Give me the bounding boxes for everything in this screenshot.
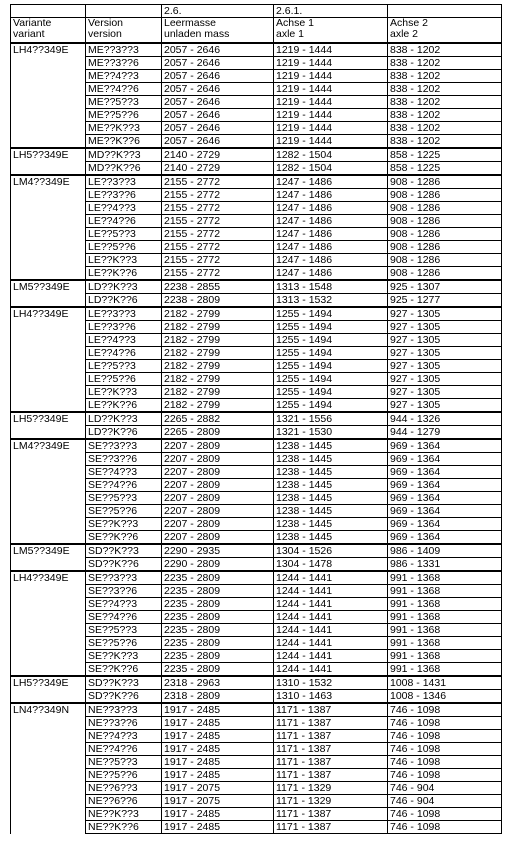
- axle2-cell: 838 - 1202: [388, 83, 502, 96]
- table-row: [11, 703, 502, 717]
- unladen-mass-cell: 2235 - 2809: [162, 624, 274, 637]
- axle1-cell: 1255 - 1494: [274, 334, 388, 347]
- version-cell: NE??6??6: [86, 795, 162, 808]
- version-cell: LE??3??6: [86, 321, 162, 334]
- version-cell: SE??3??3: [86, 439, 162, 453]
- version-cell: SE??K??6: [86, 531, 162, 545]
- axle1-cell: 1247 - 1486: [274, 189, 388, 202]
- header-section-axle: 2.6.1.: [274, 5, 388, 18]
- axle1-cell: 1238 - 1445: [274, 492, 388, 505]
- version-cell: SD??K??6: [86, 558, 162, 572]
- version-cell: NE??5??6: [86, 769, 162, 782]
- vehicle-mass-table: [10, 4, 502, 834]
- axle2-cell: 969 - 1364: [388, 492, 502, 505]
- axle2-cell: 1008 - 1431: [388, 676, 502, 690]
- axle2-cell: 746 - 1098: [388, 821, 502, 834]
- header-empty-cell: [86, 5, 162, 18]
- axle1-cell: 1171 - 1329: [274, 782, 388, 795]
- axle1-cell: 1247 - 1486: [274, 228, 388, 241]
- variant-cell: LM4??349E: [11, 175, 86, 280]
- unladen-mass-cell: 2155 - 2772: [162, 189, 274, 202]
- axle1-cell: 1247 - 1486: [274, 215, 388, 228]
- unladen-mass-cell: 2265 - 2809: [162, 426, 274, 440]
- unladen-mass-cell: 2155 - 2772: [162, 215, 274, 228]
- version-cell: SE??5??6: [86, 637, 162, 650]
- axle1-cell: 1171 - 1387: [274, 808, 388, 821]
- table-row: [11, 43, 502, 57]
- axle2-cell: 927 - 1305: [388, 399, 502, 413]
- axle2-cell: 944 - 1279: [388, 426, 502, 440]
- unladen-mass-cell: 2235 - 2809: [162, 637, 274, 650]
- axle1-cell: 1247 - 1486: [274, 241, 388, 254]
- version-cell: SE??4??3: [86, 466, 162, 479]
- unladen-mass-cell: 2207 - 2809: [162, 492, 274, 505]
- axle2-cell: 991 - 1368: [388, 637, 502, 650]
- unladen-mass-cell: 2155 - 2772: [162, 254, 274, 267]
- axle2-cell: 838 - 1202: [388, 135, 502, 149]
- axle2-cell: 908 - 1286: [388, 267, 502, 281]
- axle1-cell: 1255 - 1494: [274, 321, 388, 334]
- header-axle2-de: Achse 2: [390, 17, 428, 29]
- axle2-cell: 925 - 1307: [388, 280, 502, 294]
- version-cell: ME??3??3: [86, 43, 162, 57]
- version-cell: ME??K??6: [86, 135, 162, 149]
- axle1-cell: 1310 - 1463: [274, 690, 388, 704]
- version-cell: ME??4??6: [86, 83, 162, 96]
- axle1-cell: 1313 - 1548: [274, 280, 388, 294]
- axle2-cell: 908 - 1286: [388, 215, 502, 228]
- unladen-mass-cell: 2057 - 2646: [162, 96, 274, 109]
- unladen-mass-cell: 1917 - 2485: [162, 743, 274, 756]
- header-section-row: [11, 5, 502, 18]
- axle2-cell: 969 - 1364: [388, 466, 502, 479]
- axle1-cell: 1255 - 1494: [274, 386, 388, 399]
- axle2-cell: 746 - 904: [388, 782, 502, 795]
- header-empty-cell: [11, 5, 86, 18]
- header-axle1-en: axle 1: [276, 28, 305, 40]
- axle1-cell: 1244 - 1441: [274, 650, 388, 663]
- axle2-cell: 991 - 1368: [388, 650, 502, 663]
- version-cell: ME??5??3: [86, 96, 162, 109]
- version-cell: LE??5??6: [86, 241, 162, 254]
- axle2-cell: 746 - 1098: [388, 730, 502, 743]
- unladen-mass-cell: 2318 - 2809: [162, 690, 274, 704]
- unladen-mass-cell: 2182 - 2799: [162, 373, 274, 386]
- unladen-mass-cell: 2182 - 2799: [162, 386, 274, 399]
- unladen-mass-cell: 2182 - 2799: [162, 334, 274, 347]
- axle2-cell: 746 - 1098: [388, 808, 502, 821]
- axle1-cell: 1304 - 1526: [274, 544, 388, 558]
- version-cell: LE??4??6: [86, 215, 162, 228]
- unladen-mass-cell: 2290 - 2935: [162, 544, 274, 558]
- version-cell: ME??K??3: [86, 122, 162, 135]
- header-version-en: version: [88, 28, 122, 40]
- unladen-mass-cell: 2057 - 2646: [162, 43, 274, 57]
- axle2-cell: 746 - 1098: [388, 769, 502, 782]
- axle2-cell: 908 - 1286: [388, 202, 502, 215]
- version-cell: LE??3??6: [86, 189, 162, 202]
- version-cell: LE??3??3: [86, 175, 162, 189]
- version-cell: ME??5??6: [86, 109, 162, 122]
- axle2-cell: 838 - 1202: [388, 122, 502, 135]
- version-cell: SE??K??3: [86, 650, 162, 663]
- unladen-mass-cell: 2155 - 2772: [162, 175, 274, 189]
- axle2-cell: 838 - 1202: [388, 70, 502, 83]
- axle1-cell: 1244 - 1441: [274, 663, 388, 677]
- version-cell: LE??K??6: [86, 399, 162, 413]
- axle1-cell: 1238 - 1445: [274, 479, 388, 492]
- axle2-cell: 927 - 1305: [388, 347, 502, 360]
- axle2-cell: 991 - 1368: [388, 598, 502, 611]
- version-cell: LE??5??3: [86, 228, 162, 241]
- version-cell: MD??K??6: [86, 162, 162, 176]
- axle1-cell: 1171 - 1387: [274, 769, 388, 782]
- unladen-mass-cell: 2057 - 2646: [162, 109, 274, 122]
- unladen-mass-cell: 2265 - 2882: [162, 412, 274, 426]
- axle2-cell: 969 - 1364: [388, 453, 502, 466]
- version-cell: SE??K??6: [86, 663, 162, 677]
- variant-cell: LH4??349E: [11, 307, 86, 412]
- axle1-cell: 1238 - 1445: [274, 505, 388, 518]
- unladen-mass-cell: 2235 - 2809: [162, 571, 274, 585]
- axle2-cell: 838 - 1202: [388, 43, 502, 57]
- axle1-cell: 1238 - 1445: [274, 439, 388, 453]
- variant-cell: LH4??349E: [11, 43, 86, 148]
- axle2-cell: 838 - 1202: [388, 96, 502, 109]
- header-version: [86, 18, 162, 44]
- unladen-mass-cell: 2290 - 2809: [162, 558, 274, 572]
- version-cell: NE??4??3: [86, 730, 162, 743]
- version-cell: SE??5??3: [86, 492, 162, 505]
- unladen-mass-cell: 1917 - 2485: [162, 717, 274, 730]
- table-row: [11, 175, 502, 189]
- version-cell: SD??K??3: [86, 676, 162, 690]
- axle2-cell: 746 - 1098: [388, 743, 502, 756]
- unladen-mass-cell: 2182 - 2799: [162, 321, 274, 334]
- axle2-cell: 925 - 1277: [388, 294, 502, 308]
- axle2-cell: 969 - 1364: [388, 479, 502, 492]
- version-cell: LE??5??3: [86, 360, 162, 373]
- axle1-cell: 1255 - 1494: [274, 347, 388, 360]
- axle1-cell: 1219 - 1444: [274, 135, 388, 149]
- unladen-mass-cell: 2182 - 2799: [162, 347, 274, 360]
- unladen-mass-cell: 2057 - 2646: [162, 57, 274, 70]
- axle1-cell: 1282 - 1504: [274, 148, 388, 162]
- axle1-cell: 1255 - 1494: [274, 399, 388, 413]
- unladen-mass-cell: 2140 - 2729: [162, 148, 274, 162]
- variant-cell: LH4??349E: [11, 571, 86, 676]
- unladen-mass-cell: 2182 - 2799: [162, 360, 274, 373]
- header-mass-en: unladen mass: [164, 28, 230, 40]
- header-variant-en: variant: [13, 28, 45, 40]
- version-cell: LD??K??3: [86, 412, 162, 426]
- axle1-cell: 1282 - 1504: [274, 162, 388, 176]
- axle2-cell: 746 - 1098: [388, 703, 502, 717]
- axle2-cell: 858 - 1225: [388, 162, 502, 176]
- variant-cell: LH5??349E: [11, 676, 86, 703]
- unladen-mass-cell: 2057 - 2646: [162, 122, 274, 135]
- table-row: [11, 571, 502, 585]
- version-cell: SD??K??6: [86, 690, 162, 704]
- version-cell: LE??4??3: [86, 334, 162, 347]
- header-axle1-de: Achse 1: [276, 17, 314, 29]
- axle2-cell: 969 - 1364: [388, 505, 502, 518]
- axle2-cell: 908 - 1286: [388, 254, 502, 267]
- axle1-cell: 1321 - 1530: [274, 426, 388, 440]
- axle2-cell: 969 - 1364: [388, 439, 502, 453]
- axle1-cell: 1244 - 1441: [274, 637, 388, 650]
- header-mass-de: Leermasse: [164, 17, 216, 29]
- axle1-cell: 1238 - 1445: [274, 453, 388, 466]
- axle1-cell: 1244 - 1441: [274, 598, 388, 611]
- axle1-cell: 1313 - 1532: [274, 294, 388, 308]
- version-cell: LE??K??3: [86, 386, 162, 399]
- unladen-mass-cell: 2057 - 2646: [162, 83, 274, 96]
- header-empty-cell: [388, 5, 502, 18]
- axle2-cell: 991 - 1368: [388, 611, 502, 624]
- axle2-cell: 991 - 1368: [388, 624, 502, 637]
- axle1-cell: 1171 - 1387: [274, 703, 388, 717]
- axle2-cell: 908 - 1286: [388, 189, 502, 202]
- axle1-cell: 1219 - 1444: [274, 57, 388, 70]
- axle2-cell: 746 - 1098: [388, 717, 502, 730]
- version-cell: ME??4??3: [86, 70, 162, 83]
- unladen-mass-cell: 1917 - 2485: [162, 703, 274, 717]
- table-row: [11, 148, 502, 162]
- unladen-mass-cell: 2207 - 2809: [162, 453, 274, 466]
- unladen-mass-cell: 2235 - 2809: [162, 598, 274, 611]
- variant-cell: LH5??349E: [11, 148, 86, 175]
- unladen-mass-cell: 2182 - 2799: [162, 399, 274, 413]
- version-cell: SE??K??3: [86, 518, 162, 531]
- table-row: [11, 544, 502, 558]
- axle2-cell: 986 - 1409: [388, 544, 502, 558]
- axle1-cell: 1238 - 1445: [274, 466, 388, 479]
- table-row: [11, 676, 502, 690]
- axle2-cell: 908 - 1286: [388, 228, 502, 241]
- unladen-mass-cell: 2057 - 2646: [162, 135, 274, 149]
- variant-cell: LM5??349E: [11, 544, 86, 571]
- unladen-mass-cell: 1917 - 2485: [162, 730, 274, 743]
- unladen-mass-cell: 2207 - 2809: [162, 439, 274, 453]
- axle1-cell: 1171 - 1329: [274, 795, 388, 808]
- version-cell: MD??K??3: [86, 148, 162, 162]
- unladen-mass-cell: 2207 - 2809: [162, 466, 274, 479]
- axle1-cell: 1310 - 1532: [274, 676, 388, 690]
- unladen-mass-cell: 2155 - 2772: [162, 267, 274, 281]
- unladen-mass-cell: 2207 - 2809: [162, 531, 274, 545]
- unladen-mass-cell: 2235 - 2809: [162, 663, 274, 677]
- axle2-cell: 927 - 1305: [388, 334, 502, 347]
- version-cell: SE??4??6: [86, 479, 162, 492]
- axle1-cell: 1247 - 1486: [274, 254, 388, 267]
- version-cell: SE??3??3: [86, 571, 162, 585]
- unladen-mass-cell: 1917 - 2075: [162, 795, 274, 808]
- version-cell: NE??3??6: [86, 717, 162, 730]
- axle1-cell: 1321 - 1556: [274, 412, 388, 426]
- variant-cell: LH5??349E: [11, 412, 86, 439]
- version-cell: SD??K??3: [86, 544, 162, 558]
- axle1-cell: 1244 - 1441: [274, 585, 388, 598]
- version-cell: LE??3??3: [86, 307, 162, 321]
- unladen-mass-cell: 2207 - 2809: [162, 479, 274, 492]
- unladen-mass-cell: 1917 - 2075: [162, 782, 274, 795]
- axle2-cell: 927 - 1305: [388, 307, 502, 321]
- axle2-cell: 1008 - 1346: [388, 690, 502, 704]
- header-variant-de: Variante: [13, 17, 52, 29]
- header-mass: [162, 18, 274, 44]
- unladen-mass-cell: 2235 - 2809: [162, 650, 274, 663]
- version-cell: SE??3??6: [86, 453, 162, 466]
- version-cell: LE??K??6: [86, 267, 162, 281]
- version-cell: SE??3??6: [86, 585, 162, 598]
- table-row: [11, 439, 502, 453]
- axle1-cell: 1171 - 1387: [274, 821, 388, 834]
- axle2-cell: 991 - 1368: [388, 571, 502, 585]
- version-cell: LD??K??6: [86, 294, 162, 308]
- unladen-mass-cell: 2155 - 2772: [162, 241, 274, 254]
- table-row: [11, 280, 502, 294]
- version-cell: SE??4??6: [86, 611, 162, 624]
- axle1-cell: 1219 - 1444: [274, 122, 388, 135]
- axle2-cell: 858 - 1225: [388, 148, 502, 162]
- axle2-cell: 927 - 1305: [388, 321, 502, 334]
- axle2-cell: 746 - 1098: [388, 756, 502, 769]
- axle1-cell: 1171 - 1387: [274, 743, 388, 756]
- axle2-cell: 969 - 1364: [388, 518, 502, 531]
- header-section-mass: 2.6.: [162, 5, 274, 18]
- variant-cell: LM5??349E: [11, 280, 86, 307]
- axle2-cell: 746 - 904: [388, 795, 502, 808]
- unladen-mass-cell: 2057 - 2646: [162, 70, 274, 83]
- axle1-cell: 1247 - 1486: [274, 202, 388, 215]
- axle1-cell: 1255 - 1494: [274, 360, 388, 373]
- unladen-mass-cell: 2155 - 2772: [162, 202, 274, 215]
- version-cell: LD??K??6: [86, 426, 162, 440]
- version-cell: LE??4??6: [86, 347, 162, 360]
- version-cell: NE??K??6: [86, 821, 162, 834]
- axle2-cell: 908 - 1286: [388, 241, 502, 254]
- version-cell: NE??3??3: [86, 703, 162, 717]
- version-cell: NE??K??3: [86, 808, 162, 821]
- axle1-cell: 1219 - 1444: [274, 43, 388, 57]
- axle1-cell: 1255 - 1494: [274, 307, 388, 321]
- axle2-cell: 969 - 1364: [388, 531, 502, 545]
- axle2-cell: 986 - 1331: [388, 558, 502, 572]
- axle2-cell: 991 - 1368: [388, 585, 502, 598]
- axle1-cell: 1219 - 1444: [274, 70, 388, 83]
- axle1-cell: 1238 - 1445: [274, 518, 388, 531]
- unladen-mass-cell: 2235 - 2809: [162, 611, 274, 624]
- axle1-cell: 1219 - 1444: [274, 109, 388, 122]
- axle1-cell: 1304 - 1478: [274, 558, 388, 572]
- axle1-cell: 1255 - 1494: [274, 373, 388, 386]
- variant-cell: LM4??349E: [11, 439, 86, 544]
- axle2-cell: 927 - 1305: [388, 386, 502, 399]
- axle1-cell: 1219 - 1444: [274, 83, 388, 96]
- version-cell: LE??5??6: [86, 373, 162, 386]
- table-row: [11, 307, 502, 321]
- axle2-cell: 944 - 1326: [388, 412, 502, 426]
- axle1-cell: 1171 - 1387: [274, 717, 388, 730]
- axle2-cell: 838 - 1202: [388, 57, 502, 70]
- axle1-cell: 1171 - 1387: [274, 756, 388, 769]
- header-label-row: [11, 18, 502, 44]
- unladen-mass-cell: 2155 - 2772: [162, 228, 274, 241]
- unladen-mass-cell: 2182 - 2799: [162, 307, 274, 321]
- version-cell: LD??K??3: [86, 280, 162, 294]
- header-variant: [11, 18, 86, 44]
- version-cell: NE??4??6: [86, 743, 162, 756]
- axle2-cell: 991 - 1368: [388, 663, 502, 677]
- version-cell: SE??5??6: [86, 505, 162, 518]
- unladen-mass-cell: 2238 - 2809: [162, 294, 274, 308]
- unladen-mass-cell: 2238 - 2855: [162, 280, 274, 294]
- unladen-mass-cell: 2140 - 2729: [162, 162, 274, 176]
- version-cell: NE??5??3: [86, 756, 162, 769]
- version-cell: ME??3??6: [86, 57, 162, 70]
- version-cell: SE??4??3: [86, 598, 162, 611]
- axle2-cell: 927 - 1305: [388, 360, 502, 373]
- header-axle1: [274, 18, 388, 44]
- unladen-mass-cell: 1917 - 2485: [162, 821, 274, 834]
- unladen-mass-cell: 2235 - 2809: [162, 585, 274, 598]
- axle1-cell: 1244 - 1441: [274, 611, 388, 624]
- axle2-cell: 838 - 1202: [388, 109, 502, 122]
- axle1-cell: 1238 - 1445: [274, 531, 388, 545]
- header-axle2: [388, 18, 502, 44]
- unladen-mass-cell: 2318 - 2963: [162, 676, 274, 690]
- version-cell: LE??K??3: [86, 254, 162, 267]
- axle1-cell: 1171 - 1387: [274, 730, 388, 743]
- unladen-mass-cell: 2207 - 2809: [162, 505, 274, 518]
- axle1-cell: 1219 - 1444: [274, 96, 388, 109]
- axle2-cell: 908 - 1286: [388, 175, 502, 189]
- header-axle2-en: axle 2: [390, 28, 419, 40]
- unladen-mass-cell: 2207 - 2809: [162, 518, 274, 531]
- table-row: [11, 412, 502, 426]
- unladen-mass-cell: 1917 - 2485: [162, 808, 274, 821]
- axle1-cell: 1244 - 1441: [274, 624, 388, 637]
- axle1-cell: 1244 - 1441: [274, 571, 388, 585]
- axle1-cell: 1247 - 1486: [274, 267, 388, 281]
- version-cell: LE??4??3: [86, 202, 162, 215]
- axle1-cell: 1247 - 1486: [274, 175, 388, 189]
- unladen-mass-cell: 1917 - 2485: [162, 769, 274, 782]
- version-cell: NE??6??3: [86, 782, 162, 795]
- unladen-mass-cell: 1917 - 2485: [162, 756, 274, 769]
- version-cell: SE??5??3: [86, 624, 162, 637]
- axle2-cell: 927 - 1305: [388, 373, 502, 386]
- header-version-de: Version: [88, 17, 124, 29]
- variant-cell: LN4??349N: [11, 703, 86, 834]
